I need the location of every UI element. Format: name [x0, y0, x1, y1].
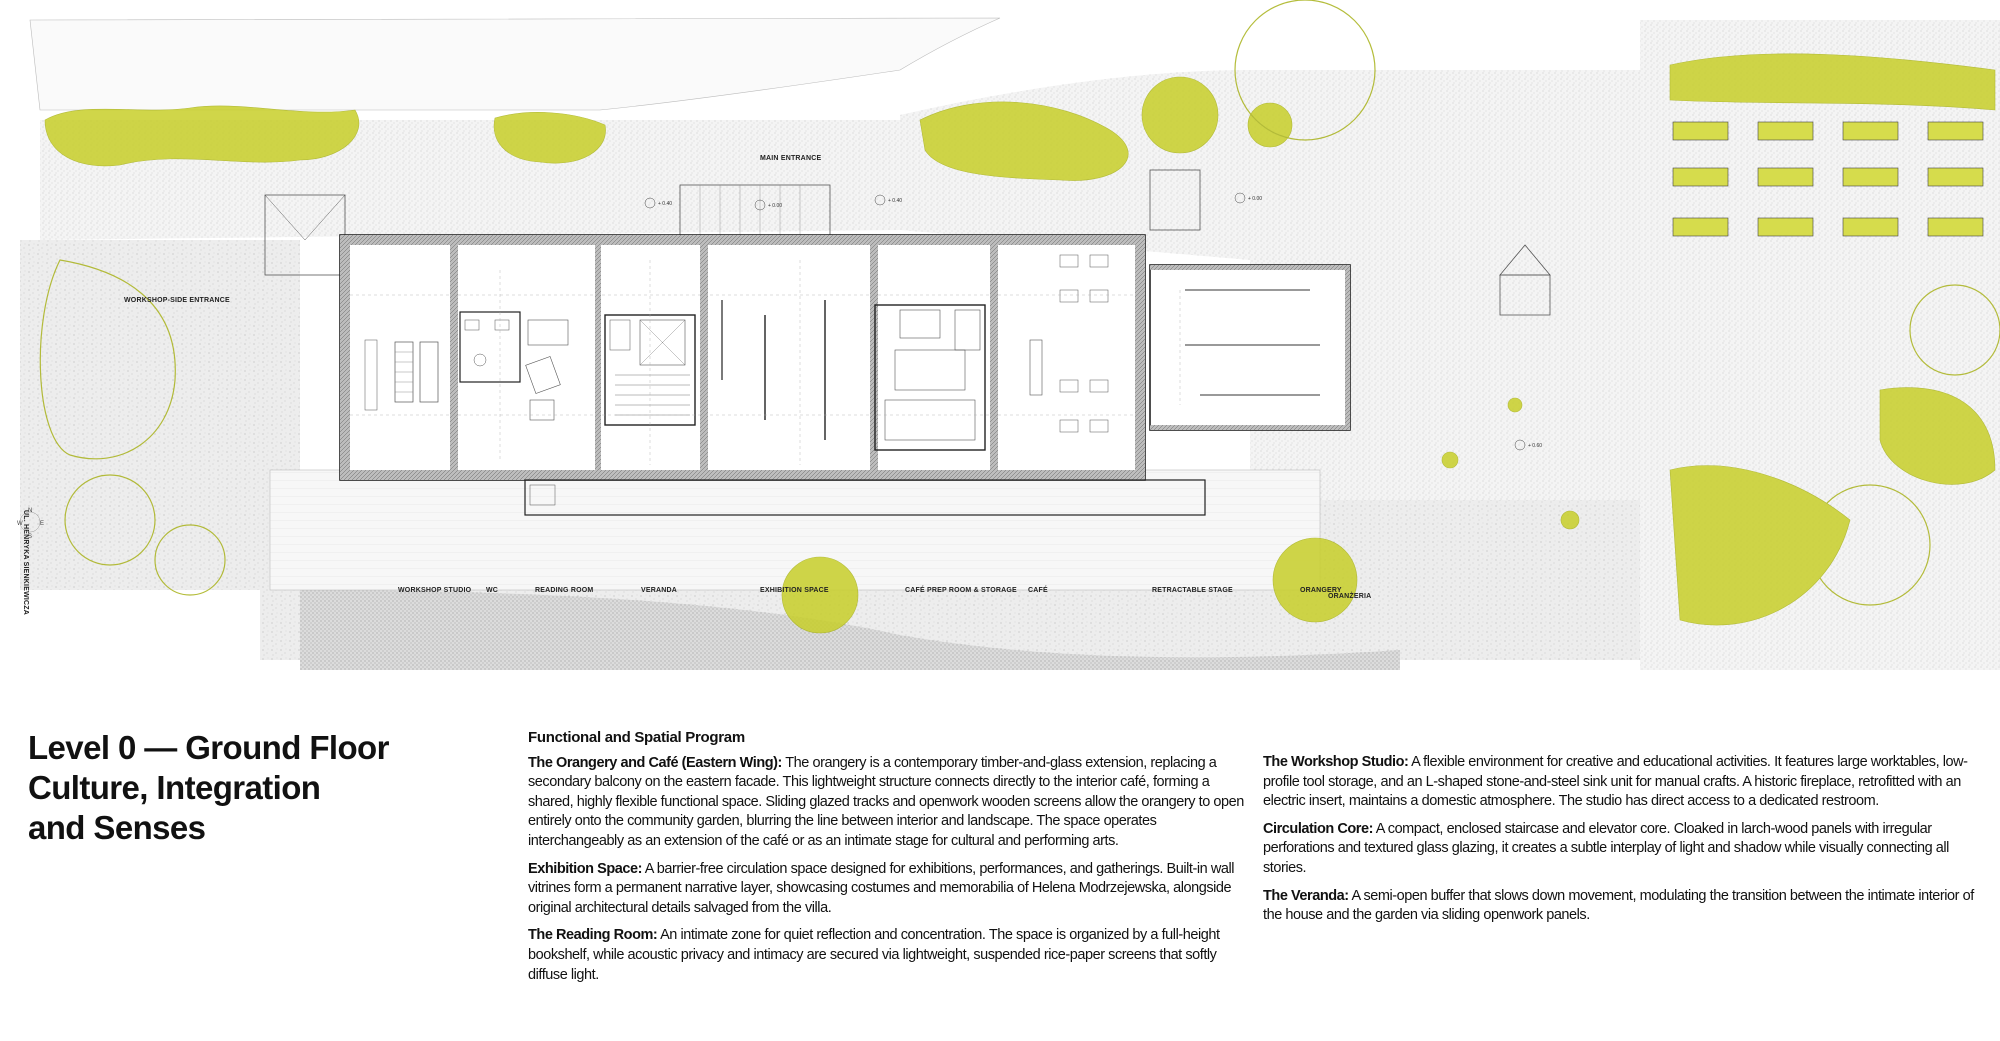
veranda-term: The Veranda: — [1263, 887, 1349, 904]
circulation-text: A compact, enclosed staircase and elevator core. Cloaked in larch-wood panels with irregular perforations and textured glass glazing, it creates a subtle interplay of light and shadow while visually connecting all stories. — [1263, 820, 1949, 876]
villa-building — [340, 235, 1145, 480]
program-exhibition — [528, 860, 1250, 919]
program-reading — [528, 926, 1250, 985]
program-circulation — [1263, 820, 1985, 879]
reading-text: An intimate zone for quiet reflection and concentration. The space is organized by a full-height bookshelf, while acoustic privacy and intimacy are secured via lightweight, suspended rice-paper screens that softly diffuse light. — [528, 927, 1220, 983]
svg-text:W: W — [17, 521, 23, 527]
tree-north-2 — [1248, 103, 1292, 147]
svg-text:N: N — [28, 508, 33, 514]
svg-text:+ 0.00: + 0.00 — [1248, 196, 1263, 202]
label-wc: WC — [486, 587, 499, 594]
orangery-extension — [1150, 265, 1350, 430]
label-workshop-side-entrance: WORKSHOP-SIDE ENTRANCE — [124, 297, 230, 304]
exhibition-text: A barrier-free circulation space designed for exhibitions, performances, and gatherings. Built-in wall vitrines form a permanent narrative layer, showcasing costumes and memorabilia of Helena Modrzejewska, alongside original architectural details salvaged from the villa. — [528, 860, 1234, 916]
garden-west-grass — [20, 240, 300, 590]
svg-text:+ 0.40: + 0.40 — [888, 198, 903, 204]
orangery-text: The orangery is a contemporary timber-and-glass extension, replacing a secondary balcony on the eastern facade. This lightweight structure connects directly to the interior café, forming a shared, highly flexible functional space. Sliding glazed tracks and openwork wooden screens allow the orangery to open entirely onto the community garden, blurring the line between interior and landscape. The space operates interchangeably as an extension of the café or as an intimate stage for cultural and performing arts. — [528, 754, 1244, 849]
label-workshop-studio: WORKSHOP STUDIO — [398, 587, 472, 594]
title-line-2: Culture, Integration — [28, 769, 321, 806]
tree-north-1 — [1142, 77, 1218, 153]
title-block — [28, 728, 468, 848]
label-reading-room: READING ROOM — [535, 587, 594, 594]
label-main-entrance: MAIN ENTRANCE — [760, 155, 822, 162]
label-oranzeria: ORANŻERIA — [1328, 593, 1372, 600]
label-cafe: CAFÉ — [1028, 587, 1048, 594]
label-veranda: VERANDA — [641, 587, 678, 594]
program-column-right — [1263, 753, 1985, 934]
program-heading: Functional and Spatial Program — [528, 729, 745, 746]
reading-term: The Reading Room: — [528, 927, 658, 944]
title-line-1: Level 0 — Ground Floor — [28, 729, 389, 766]
workshop-text: A flexible environment for creative and educational activities. It features large worktables, low-profile tool storage, and an L-shaped stone-and-steel sink unit for manual crafts. A historic fireplace, retrofitted with an electric insert, maintains a domestic atmosphere. The studio has direct access to a dedicated restroom. — [1263, 754, 1968, 810]
svg-text:S: S — [28, 534, 33, 540]
program-veranda — [1263, 887, 1985, 926]
svg-text:+ 0.00: + 0.00 — [768, 203, 783, 209]
veranda-text: A semi-open buffer that slows down movement, modulating the transition between the intimate interior of the house and the garden via sliding openwork panels. — [1263, 887, 1974, 924]
label-retractable-stage: RETRACTABLE STAGE — [1152, 587, 1233, 594]
svg-text:+ 0.60: + 0.60 — [1528, 443, 1543, 449]
tree-south-1 — [782, 557, 858, 633]
exhibition-term: Exhibition Space: — [528, 860, 643, 877]
label-orangery: ORANGERY — [1300, 587, 1342, 594]
orangery-term: The Orangery and Café (Eastern Wing): — [528, 754, 782, 771]
label-exhibition-space: EXHIBITION SPACE — [760, 587, 829, 594]
hedge-north-west — [45, 106, 359, 166]
workshop-term: The Workshop Studio: — [1263, 754, 1409, 770]
street-label: UL. HENRYKA SIENKIEWICZA — [22, 510, 29, 616]
tree-south-2 — [1273, 538, 1357, 622]
title-line-3: and Senses — [28, 809, 206, 846]
circulation-term: Circulation Core: — [1263, 820, 1373, 837]
program-column-left — [528, 728, 1250, 993]
program-orangery — [528, 754, 1250, 852]
svg-text:+ 0.40: + 0.40 — [658, 201, 673, 207]
svg-text:E: E — [40, 521, 45, 527]
label-cafe-prep: CAFÉ PREP ROOM & STORAGE — [905, 587, 1017, 594]
program-workshop — [1263, 753, 1985, 812]
